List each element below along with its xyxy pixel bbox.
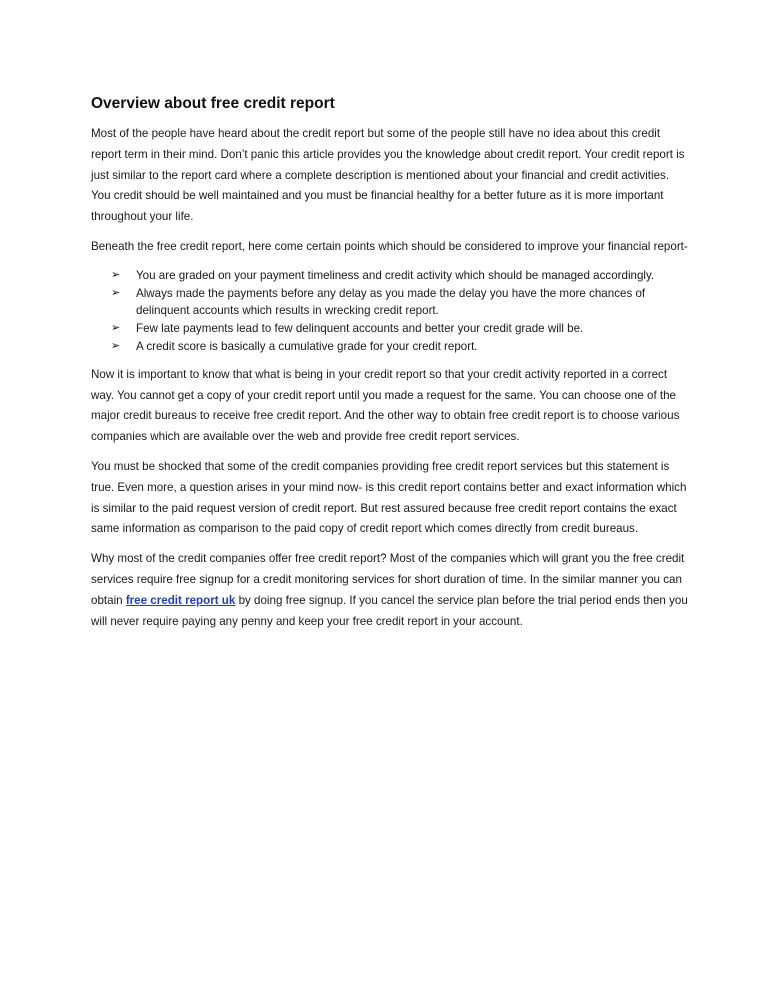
arrow-bullet-icon: ➢ [111, 286, 121, 299]
document-title: Overview about free credit report [91, 95, 335, 112]
list-item [111, 338, 689, 356]
list-item [111, 320, 689, 338]
paragraph-signup-text-start: Why most of the credit companies offer free credit report? Most of the companies which will grant you the free credit services require free signup for a credit monitoring services for short duration of time. In the similar manner you can obtain [91, 552, 685, 607]
list-item [111, 285, 689, 321]
arrow-bullet-icon: ➢ [111, 322, 121, 335]
free-credit-report-uk-link[interactable]: free credit report uk [125, 593, 236, 607]
paragraph-signup [91, 549, 689, 632]
paragraph-signup-text-end: by doing free signup. If you cancel the service plan before the trial period ends then you will never require paying any penny and keep your free credit report in your account. [91, 593, 688, 628]
paragraph-intro: Most of the people have heard about the credit report but some of the people still have no idea about this credit report term in their mind. Don’t panic this article provides you the knowledge about credit report. Your credit report is just similar to the report card where a complete description is mentioned about your financial and credit activities. You credit should be well maintained and you must be financial healthy for a better future as it is more important throughout your life. [91, 127, 685, 224]
paragraph-points-intro: Beneath the free credit report, here come certain points which should be considered to improve your financial report- [91, 239, 688, 253]
list-item-text: Few late payments lead to few delinquent accounts and better your credit grade will be. [136, 322, 584, 336]
list-item-text: A credit score is basically a cumulative grade for your credit report. [136, 339, 478, 353]
paragraph-credit-activity: Now it is important to know that what is being in your credit report so that your credit activity reported in a correct way. You cannot get a copy of your credit report until you made a request for the same. You can choose one of the major credit bureaus to receive free credit report. And the other way to obtain free credit report is to choose various companies which are available over the web and provide free credit report services. [91, 367, 680, 444]
list-item [111, 267, 689, 285]
list-item-text: You are graded on your payment timeliness and credit activity which should be managed accordingly. [136, 268, 655, 282]
arrow-bullet-icon: ➢ [111, 268, 121, 281]
list-item-text: Always made the payments before any delay as you made the delay you have the more chances of delinquent accounts which results in wrecking credit report. [136, 286, 646, 318]
paragraph-free-services: You must be shocked that some of the credit companies providing free credit report services but this statement is true. Even more, a question arises in your mind now- is this credit report contains better and exact information which is similar to the paid request version of credit report. But rest assured because free credit report contains the exact same information as comparison to the paid copy of credit report which comes directly from credit bureaus. [91, 459, 687, 536]
arrow-bullet-icon: ➢ [111, 339, 121, 352]
document-page [91, 92, 689, 641]
bullet-list [91, 267, 689, 356]
